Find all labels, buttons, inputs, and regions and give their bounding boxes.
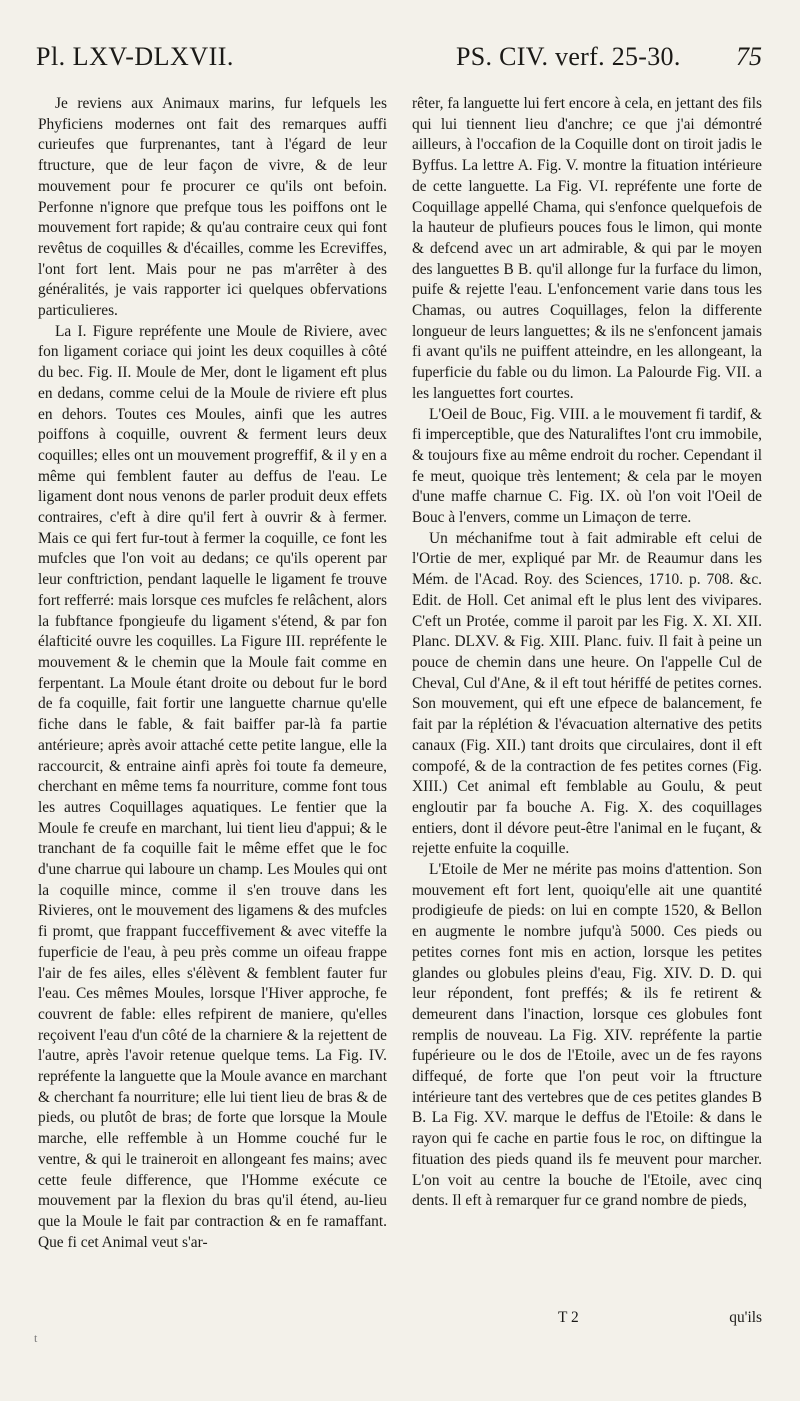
paragraph: L'Oeil de Bouc, Fig. VIII. a le mouvement fi tardif, & fi imperceptible, que des Naturaliftes l'ont cru immobile, & toujours fixe au même endroit du rocher. Cependant il fe meut, quoique très lentement; & cela par le moyen d'une maffe charnue C. Fig. IX. où l'on voit l'Oeil de Bouc à l'envers, comme un Limaçon de terre. bbox=[412, 405, 762, 527]
paragraph: rêter, fa languette lui fert encore à cela, en jettant des fils qui lui tiennent lieu d'anchre; ce que j'ai démontré ailleurs, à l'occafion de la Coquille dont on tiroit jadis le Byffus. La lettre A. Fig. V. montre la fituation intérieure de cette languette. La Fig. VI. repréfente une forte de Coquillage appellé Chama, qui s'enfonce quelquefois de la hauteur de plufieurs pouces fous le limon, qui monte & defcend avec un art admirable, & qui par le moyen des languettes B B. qu'il allonge fur la furface du limon, puife & rejette l'eau. L'enfoncement varie dans tous les Chamas, ou autres Coquillages, felon la differente longueur de leurs languettes; & ils ne s'enfoncent jamais fi avant qu'ils ne puiffent atteindre, en les allongeant, la fuperficie du fable ou du limon. La Palourde Fig. VII. a les languettes fort courtes. bbox=[412, 95, 762, 402]
psalm-reference: PS. CIV. verf. 25-30. bbox=[456, 42, 681, 71]
left-text-column bbox=[38, 94, 387, 1253]
plate-reference: Pl. LXV-DLXVII. bbox=[36, 42, 234, 71]
margin-mark: t bbox=[34, 1331, 38, 1345]
paragraph: Un méchanifme tout à fait admirable eft celui de l'Ortie de mer, expliqué par Mr. de Reaumur dans les Mém. de l'Acad. Roy. des Sciences, 1710. p. 708. &c. Edit. de Holl. Cet animal eft le plus lent des vivipares. C'eft un Protée, comme il paroit par les Fig. X. XI. XII. Planc. DLXV. & Fig. XIII. Planc. fuiv. Il fait à peine un pouce de chemin dans une heure. On l'appelle Cul de Cheval, Cul d'Ane, & il eft tout hériffé de petites cornes. Son mouvement, qui eft une efpece de balancement, fe fait par la réplétion & l'évacuation alternative des petits canaux (Fig. XII.) tant droits que circulaires, dont il eft compofé, & de la contraction de fes petites cornes (Fig. XIII.) Cet animal eft femblable au Goulu, & peut engloutir par fa bouche A. Fig. X. des coquillages entiers, dont il dévore peut-être l'animal en le fuçant, & rejette enfuite la coquille. bbox=[412, 529, 762, 858]
page-number: 75 bbox=[736, 42, 762, 71]
running-header bbox=[36, 42, 762, 82]
paragraph: Je reviens aux Animaux marins, fur lefquels les Phyficiens modernes ont fait des remarques auffi curieufes que furprenantes, tant à l'égard de leur ftructure, que de leur façon de vivre, & de leur mouvement pour fe procurer ce qu'ils ont befoin. Perfonne n'ignore que prefque tous les poiffons ont le mouvement fort rapide; & qu'au contraire ceux qui font revêtus de coquilles & d'écailles, comme les Ecreviffes, l'ont fort lent. Mais pour ne pas m'arrêter à des généralités, je vais rapporter ici quelques obfervations particulieres. bbox=[38, 95, 387, 320]
catchword: qu'ils bbox=[729, 1309, 762, 1326]
page-footer bbox=[412, 1309, 762, 1331]
signature-mark: T 2 bbox=[558, 1309, 579, 1326]
right-text-column bbox=[412, 94, 762, 1212]
paragraph: La I. Figure repréfente une Moule de Riviere, avec fon ligament coriace qui joint les deux coquilles à côté du bec. Fig. II. Moule de Mer, dont le ligament eft plus en dedans, comme celui de la Moule de riviere eft plus en dehors. Toutes ces Moules, ainfi que les autres poiffons à coquille, ouvrent & ferment leurs deux coquilles; elles ont un mouvement progreffif, & il y en a même qui femblent fauter au deffus de l'eau. Le ligament dont nous venons de parler produit deux effets contraires, c'eft à dire qu'il fert à ouvrir & à fermer. Mais ce qui fert fur-tout à fermer la coquille, ce font les mufcles que l'on voit au dedans; ce qu'ils operent par leur conftriction, pendant laquelle le ligament fe trouve fort refferré: mais lorsque ces mufcles fe relâchent, alors la fubftance fpongieufe du ligament s'étend, & par fon élafticité ouvre les coquilles. La Figure III. repréfente le mouvement & le chemin que la Moule fait comme en ferpentant. La Moule étant droite ou debout fur le bord de fa coquille, fait fortir une languette charnue qu'elle fiche dans le fable, & fait baiffer par-là fa partie antérieure; après avoir attaché cette petite langue, elle la raccourcit, & entraine ainfi après foi toute fa demeure, cherchant en même tems fa nourriture, comme font tous les autres Coquillages aquatiques. Le fentier que la Moule fe creufe en marchant, lui tient lieu d'appui; & le tranchant de fa coquille fait le même effet que le foc d'une charrue qui laboure un champ. Les Moules qui ont la coquille mince, comme il s'en trouve dans les Rivieres, ont le mouvement des ligamens & des mufcles fi promt, que frappant fucceffivement & avec viteffe la fuperficie de l'eau, à peu près comme un oifeau frappe l'air de fes ailes, elles s'élèvent & femblent fauter fur l'eau. Ces mêmes Moules, lorsque l'Hiver approche, fe couvrent de fable: elles refpirent de maniere, qu'elles reçoivent l'eau d'un côté de la charniere & la rejettent de l'autre, après l'avoir retenue quelque tems. La Fig. IV. repréfente la languette que la Moule avance en marchant & cherchant fa nourriture; elle lui tient lieu de bras & de pieds, ou plutôt de bras; de forte que lorsque la Moule marche, elle reffemble à un Homme couché fur le ventre, & qui le traineroit en allongeant fes mains; avec cette feule difference, que l'Homme exécute ce mouvement par la flexion du bras qu'il étend, au-lieu que la Moule le fait par contraction & en fe ramaffant. Que fi cet Animal veut s'ar- bbox=[38, 322, 387, 1251]
paragraph: L'Etoile de Mer ne mérite pas moins d'attention. Son mouvement eft fort lent, quoiqu'elle ait une quantité prodigieufe de pieds: on lui en compte 1520, & Bellon en augmente le nombre jufqu'à 5000. Ces pieds ou petites cornes font mis en action, lorsque les petites glandes ou globules pleins d'eau, Fig. XIV. D. D. qui leur répondent, font preffés; & ils fe retirent & demeurent dans l'inaction, lorsque ces globules font remplis de nouveau. La Fig. XIV. repréfente la partie fupérieure ou le dos de l'Etoile, avec un de fes rayons diffequé, de forte que l'on peut voir la ftructure intérieure tant des vertebres que de ces petites glandes B B. La Fig. XV. marque le deffus de l'Etoile: & dans le rayon qui fe cache en partie fous le roc, on diftingue la fituation des pieds quand ils fe meuvent pour marcher. L'on voit au centre la bouche de l'Etoile, avec cinq dents. Il eft à remarquer fur ce grand nombre de pieds, bbox=[412, 861, 762, 1210]
